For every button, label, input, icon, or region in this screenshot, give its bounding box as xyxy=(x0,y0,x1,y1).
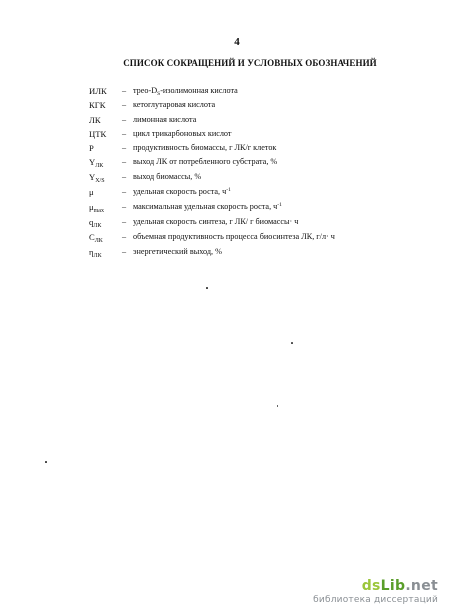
dash: – xyxy=(122,157,127,166)
abbreviation-row xyxy=(89,231,419,243)
abbreviation-row xyxy=(89,128,419,140)
abbreviation-term: $\mu_{max}$ xyxy=(89,202,104,214)
abbreviation-definition: максимальная удельная скорость роста, $ч^{-1}$ xyxy=(133,202,282,211)
dash: – xyxy=(122,143,127,152)
abbreviation-definition: цикл трикарбоновых кислот xyxy=(133,129,232,138)
abbreviation-definition: выход ЛК от потребленного субстрата, % xyxy=(133,157,278,166)
dash: – xyxy=(122,129,127,138)
abbreviation-term: КГК xyxy=(89,100,106,110)
abbreviation-row xyxy=(89,171,419,183)
abbreviation-row xyxy=(89,85,419,97)
abbreviation-row xyxy=(89,156,419,168)
abbreviation-definition: продуктивность биомассы, г ЛК/г клеток xyxy=(133,143,277,152)
abbreviation-row xyxy=(89,114,419,126)
abbreviation-definition: объемная продуктивность процесса биосинтеза ЛК, г/л· ч xyxy=(133,232,335,241)
abbreviation-row xyxy=(89,186,419,198)
abbreviation-term: μ xyxy=(89,187,94,197)
scan-speck xyxy=(45,461,47,463)
dash: – xyxy=(122,187,127,196)
scan-speck xyxy=(291,342,293,344)
abbreviation-term: ИЛК xyxy=(89,86,107,96)
dash: – xyxy=(122,202,127,211)
scan-speck xyxy=(206,287,208,289)
abbreviation-definition: трео-$D_S$-изолимонная кислота xyxy=(133,86,238,97)
abbreviation-term: ЛК xyxy=(89,115,101,125)
abbreviation-term: $\eta_{ЛК}$ xyxy=(89,247,102,259)
dash: – xyxy=(122,172,127,181)
dash: – xyxy=(122,115,127,124)
watermark-logo: dsLib.net xyxy=(361,578,438,594)
page-title: СПИСОК СОКРАЩЕНИЙ И УСЛОВНЫХ ОБОЗНАЧЕНИЙ xyxy=(123,58,377,68)
abbreviation-definition: энергетический выход, % xyxy=(133,247,222,256)
page-number-text: 4 xyxy=(234,36,240,48)
abbreviation-row xyxy=(89,246,419,258)
scan-speck xyxy=(277,405,278,407)
watermark xyxy=(313,578,438,605)
abbreviation-term: $q_{ЛК}$ xyxy=(89,217,102,229)
abbreviation-definition: лимонная кислота xyxy=(133,115,197,124)
abbreviation-term: $C_{ЛК}$ xyxy=(89,232,103,244)
dash: – xyxy=(122,232,127,241)
abbreviation-term: ЦТК xyxy=(89,129,107,139)
abbreviation-term: $Y_{X/S}$ xyxy=(89,172,105,184)
dash: – xyxy=(122,100,127,109)
dash: – xyxy=(122,86,127,95)
abbreviation-definition: выход биомассы, % xyxy=(133,172,202,181)
page-number xyxy=(0,36,450,48)
abbreviation-row xyxy=(89,142,419,154)
dash: – xyxy=(122,217,127,226)
abbreviation-term: P xyxy=(89,143,94,153)
abbreviation-definition: удельная скорость роста, $ч^{-1}$ xyxy=(133,187,231,196)
dash: – xyxy=(122,247,127,256)
abbreviation-row xyxy=(89,99,419,111)
abbreviation-row xyxy=(89,216,419,228)
abbreviation-definition: кетоглутаровая кислота xyxy=(133,100,216,109)
abbreviation-row xyxy=(89,201,419,213)
abbreviation-term: $Y_{ЛК}$ xyxy=(89,157,104,169)
watermark-subtitle: библиотека диссертаций xyxy=(313,595,438,605)
abbreviation-definition: удельная скорость синтеза, г ЛК/ г биомассы· ч xyxy=(133,217,299,226)
